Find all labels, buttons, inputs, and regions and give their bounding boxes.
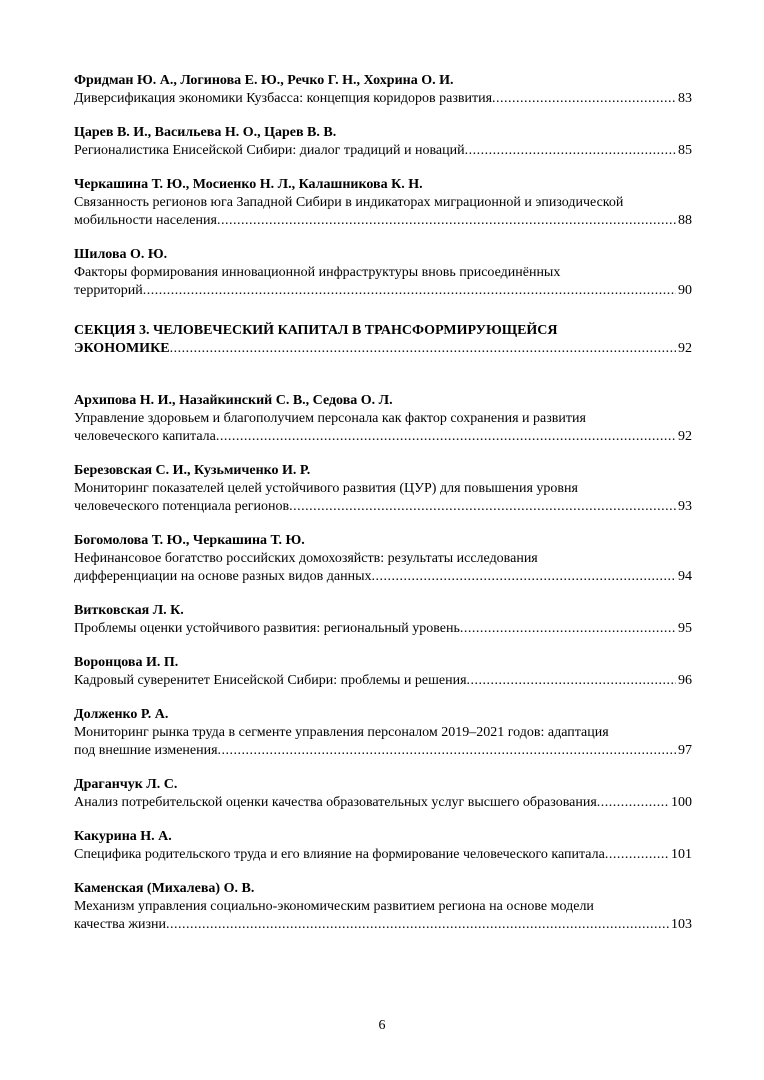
dot-leader [218, 742, 676, 760]
entry-authors: Архипова Н. И., Назайкинский С. В., Седова О. Л. [74, 393, 393, 408]
entry-title-last-line [74, 620, 692, 638]
entry-title-last-line [74, 428, 692, 446]
dot-leader [166, 916, 669, 934]
dot-leader [289, 498, 676, 516]
dot-leader [467, 672, 676, 690]
entry-title-text: человеческого потенциала регионов [74, 499, 290, 514]
entry-page-number: 97 [678, 743, 692, 758]
entry-title-line: Факторы формирования инновационной инфраструктуры вновь присоединённых [74, 265, 561, 280]
entry-page-number: 96 [678, 673, 692, 688]
entry-title-text: Диверсификация экономики Кузбасса: концепция коридоров развития [74, 91, 493, 106]
entry-page-number: 101 [671, 847, 692, 862]
entry-title-last-line [74, 742, 692, 760]
entry-title-last-line [74, 212, 692, 230]
entry-title-text: дифференциации на основе разных видов данных [74, 569, 372, 584]
entry-title-text: мобильности населения [74, 213, 217, 228]
entry-page-number: 100 [671, 795, 692, 810]
entry-title-last-line [74, 282, 692, 300]
entry-authors: Долженко Р. А. [74, 707, 169, 722]
entry-page-number: 83 [678, 91, 692, 106]
toc-entry[interactable] [74, 532, 692, 586]
toc-entries-before [74, 72, 692, 300]
dot-leader [170, 340, 676, 358]
entry-authors: Витковская Л. К. [74, 603, 184, 618]
dot-leader [465, 142, 676, 160]
entry-title-line: Управление здоровьем и благополучием персонала как фактор сохранения и развития [74, 411, 586, 426]
entry-page-number: 92 [678, 429, 692, 444]
entry-page-number: 90 [678, 283, 692, 298]
entry-title-text: Анализ потребительской оценки качества образовательных услуг высшего образования [74, 795, 597, 810]
toc-entry[interactable] [74, 124, 692, 160]
entry-title-last-line [74, 90, 692, 108]
toc-entry[interactable] [74, 462, 692, 516]
entry-authors: Драганчук Л. С. [74, 777, 178, 792]
entry-title-last-line [74, 846, 692, 864]
entry-title-text: территорий [74, 283, 143, 298]
dot-leader [371, 568, 676, 586]
entry-page-number: 93 [678, 499, 692, 514]
toc-entry[interactable] [74, 828, 692, 864]
toc-entry[interactable] [74, 880, 692, 934]
entry-authors: Какурина Н. А. [74, 829, 172, 844]
dot-leader [217, 212, 676, 230]
entry-page-number: 103 [671, 917, 692, 932]
dot-leader [143, 282, 676, 300]
entry-page-number: 95 [678, 621, 692, 636]
toc-entry[interactable] [74, 392, 692, 446]
entry-title-text: под внешние изменения [74, 743, 218, 758]
dot-leader [460, 620, 676, 638]
entry-title-last-line [74, 498, 692, 516]
toc-entry[interactable] [74, 246, 692, 300]
entry-title-text: качества жизни [74, 917, 166, 932]
entry-authors: Богомолова Т. Ю., Черкашина Т. Ю. [74, 533, 305, 548]
entry-title-last-line [74, 672, 692, 690]
section-title-text: ЭКОНОМИКЕ [74, 341, 170, 356]
dot-leader [492, 90, 676, 108]
toc-section-heading[interactable] [74, 322, 692, 358]
entry-page-number: 94 [678, 569, 692, 584]
entry-authors: Царев В. И., Васильева Н. О., Царев В. В. [74, 125, 337, 140]
dot-leader [597, 794, 669, 812]
toc-entry[interactable] [74, 776, 692, 812]
section-page-number: 92 [678, 341, 692, 356]
section-title-line-1: СЕКЦИЯ 3. ЧЕЛОВЕЧЕСКИЙ КАПИТАЛ В ТРАНСФОРМИРУЮЩЕЙСЯ [74, 323, 558, 338]
toc-entry[interactable] [74, 176, 692, 230]
entry-title-last-line [74, 568, 692, 586]
toc-entry[interactable] [74, 654, 692, 690]
section-title-line-2 [74, 340, 692, 358]
toc-entry[interactable] [74, 706, 692, 760]
entry-title-last-line [74, 142, 692, 160]
entry-title-line: Механизм управления социально-экономическим развитием региона на основе модели [74, 899, 594, 914]
entry-authors: Каменская (Михалева) О. В. [74, 881, 255, 896]
entry-authors: Березовская С. И., Кузьмиченко И. Р. [74, 463, 311, 478]
entry-title-last-line [74, 794, 692, 812]
entry-title-line: Нефинансовое богатство российских домохозяйств: результаты исследования [74, 551, 538, 566]
entry-page-number: 85 [678, 143, 692, 158]
entry-title-text: Кадровый суверенитет Енисейской Сибири: проблемы и решения [74, 673, 467, 688]
entry-page-number: 88 [678, 213, 692, 228]
toc-entry[interactable] [74, 72, 692, 108]
dot-leader [605, 846, 669, 864]
entry-title-text: человеческого капитала [74, 429, 216, 444]
entry-authors: Фридман Ю. А., Логинова Е. Ю., Речко Г. Н., Хохрина О. И. [74, 73, 454, 88]
entry-authors: Шилова О. Ю. [74, 247, 168, 262]
entry-title-text: Специфика родительского труда и его влияние на формирование человеческого капитала [74, 847, 605, 862]
toc-entries-after [74, 392, 692, 934]
entry-title-last-line [74, 916, 692, 934]
entry-authors: Воронцова И. П. [74, 655, 179, 670]
page-number: 6 [378, 1018, 386, 1033]
entry-title-line: Мониторинг показателей целей устойчивого развития (ЦУР) для повышения уровня [74, 481, 578, 496]
table-of-contents [74, 72, 692, 950]
entry-authors: Черкашина Т. Ю., Мосиенко Н. Л., Калашникова К. Н. [74, 177, 423, 192]
dot-leader [216, 428, 676, 446]
entry-title-text: Проблемы оценки устойчивого развития: региональный уровень [74, 621, 460, 636]
entry-title-line: Мониторинг рынка труда в сегменте управления персоналом 2019–2021 годов: адаптация [74, 725, 609, 740]
entry-title-line: Связанность регионов юга Западной Сибири в индикаторах миграционной и эпизодической [74, 195, 624, 210]
entry-title-text: Регионалистика Енисейской Сибири: диалог традиций и новаций [74, 143, 465, 158]
toc-entry[interactable] [74, 602, 692, 638]
